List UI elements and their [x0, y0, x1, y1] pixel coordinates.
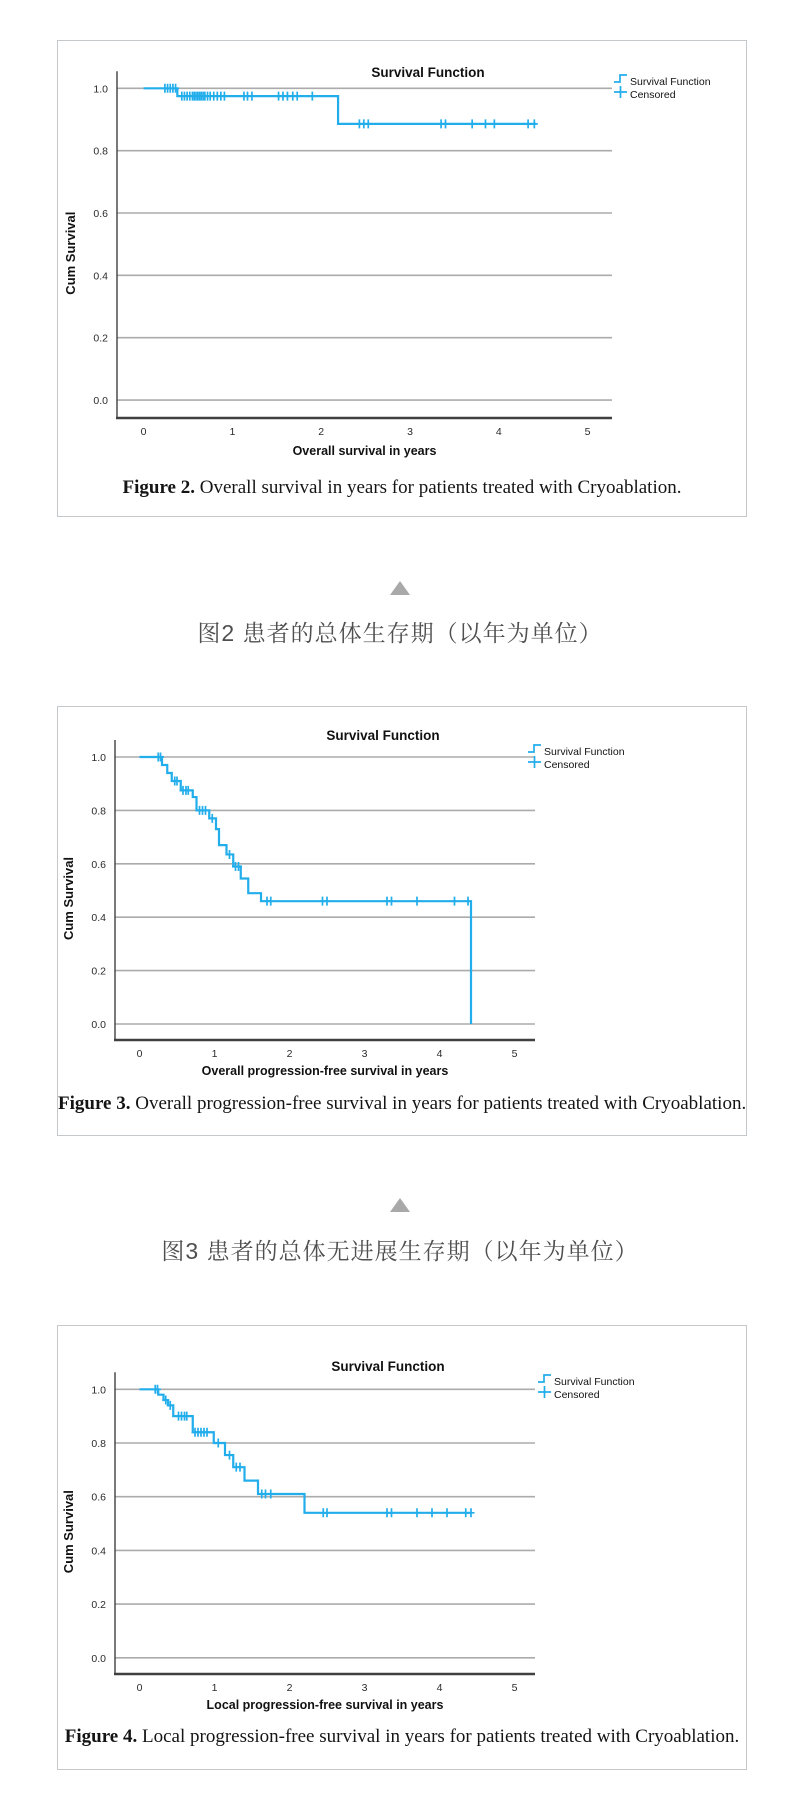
collapse-triangle-icon[interactable] [390, 581, 410, 595]
x-tick-label: 5 [511, 1048, 518, 1060]
censored-mark [237, 1463, 244, 1472]
x-tick-label: 5 [584, 426, 591, 438]
x-tick-label: 2 [318, 426, 325, 438]
x-axis-title: Local progression-free survival in years [206, 1698, 444, 1712]
censored-mark [294, 92, 301, 101]
censored-mark [442, 119, 449, 128]
x-tick-label: 5 [511, 1682, 518, 1694]
chart-title: Survival Function [326, 728, 440, 743]
y-tick-label: 0.8 [93, 145, 108, 158]
y-tick-label: 1.0 [93, 83, 108, 96]
legend-label: Censored [554, 1389, 600, 1401]
figure4-panel [57, 1325, 747, 1770]
censored-mark [388, 897, 395, 906]
chart-title: Survival Function [331, 1359, 445, 1374]
section-separator-2 [0, 1198, 800, 1266]
censored-mark [221, 92, 228, 101]
censored-mark [365, 119, 372, 128]
censored-marks [161, 84, 537, 129]
x-tick-label: 1 [211, 1682, 218, 1694]
censored-mark [531, 119, 538, 128]
y-axis-title: Cum Survival [61, 856, 76, 941]
chart-title: Survival Function [371, 65, 485, 80]
x-tick-label: 3 [407, 426, 413, 438]
legend-label: Survival Function [544, 746, 625, 758]
figure-caption-label: Figure 3. [58, 1093, 131, 1114]
figure4-caption [58, 1726, 746, 1748]
censored-mark [444, 1508, 451, 1517]
censored-mark [451, 897, 458, 906]
section-label: 图2 患者的总体生存期（以年为单位） [197, 620, 603, 646]
x-tick-label: 0 [136, 1682, 143, 1694]
x-tick-label: 3 [361, 1682, 368, 1694]
censored-mark [482, 119, 489, 128]
y-tick-label: 0.8 [91, 1438, 106, 1450]
plus-icon [538, 1386, 551, 1398]
x-tick-label: 2 [286, 1048, 293, 1060]
legend-label: Censored [630, 89, 676, 101]
legend [528, 745, 625, 771]
plus-icon [614, 86, 627, 98]
x-tick-label: 2 [286, 1682, 293, 1694]
censored-marks [155, 753, 472, 906]
censored-mark [324, 1508, 331, 1517]
y-tick-label: 0.0 [93, 395, 108, 408]
step-line-icon [528, 745, 541, 752]
survival-curve [140, 1389, 472, 1513]
y-tick-label: 0.2 [93, 332, 108, 345]
legend [538, 1375, 635, 1401]
x-tick-label: 1 [211, 1048, 218, 1060]
y-tick-label: 0.6 [91, 858, 106, 871]
figure-caption-text: Overall progression-free survival in years for patients treated with Cryoablation. [135, 1093, 747, 1114]
figure-caption-label: Figure 4. [64, 1726, 138, 1747]
censored-mark [248, 92, 255, 101]
censored-mark [468, 1508, 475, 1517]
y-tick-label: 0.6 [91, 1491, 106, 1504]
figure3-panel [57, 706, 747, 1136]
legend-label: Censored [544, 759, 590, 771]
censored-mark [267, 897, 274, 906]
censored-mark [226, 1451, 233, 1460]
y-tick-label: 0.0 [91, 1019, 106, 1031]
x-tick-label: 4 [495, 426, 502, 438]
x-tick-label: 3 [361, 1048, 368, 1060]
step-line-icon [538, 1375, 551, 1382]
survival-curve [140, 757, 472, 1024]
x-axis-title: Overall progression-free survival in years [201, 1064, 449, 1078]
km-chart-overall-progression-free-survival [58, 707, 746, 1092]
y-tick-label: 1.0 [91, 752, 106, 764]
x-tick-label: 0 [136, 1048, 143, 1060]
y-tick-label: 0.0 [91, 1652, 106, 1665]
gridlines [115, 1389, 535, 1658]
x-tick-label: 0 [140, 426, 147, 438]
y-tick-label: 0.8 [91, 805, 106, 818]
censored-mark [388, 1508, 395, 1517]
y-tick-label: 0.4 [91, 1545, 106, 1558]
x-axis-title: Overall survival in years [292, 444, 437, 458]
censored-mark [414, 1508, 421, 1517]
censored-mark [309, 92, 316, 101]
km-chart-local-progression-free-survival [58, 1326, 746, 1726]
censored-mark [429, 1508, 436, 1517]
km-chart-overall-survival [58, 41, 746, 482]
y-tick-label: 0.2 [91, 965, 106, 978]
figure3-caption [58, 1093, 746, 1115]
censored-mark [525, 119, 532, 128]
figure-caption-label: Figure 2. [122, 477, 195, 498]
figure2-panel [57, 40, 747, 517]
censored-mark [491, 119, 498, 128]
y-tick-label: 1.0 [91, 1384, 106, 1397]
figure2-caption [58, 477, 746, 499]
collapse-triangle-icon[interactable] [390, 1198, 410, 1212]
gridlines [117, 88, 612, 400]
figure-caption-text: Local progression-free survival in years for patients treated with Cryoablation. [141, 1726, 740, 1747]
censored-mark [414, 897, 421, 906]
section-separator-1 [0, 581, 800, 648]
y-tick-label: 0.6 [93, 208, 108, 220]
y-axis-title: Cum Survival [63, 211, 78, 295]
step-line-icon [614, 75, 627, 82]
legend-label: Survival Function [554, 1376, 635, 1388]
y-tick-label: 0.4 [93, 270, 108, 283]
censored-mark [469, 119, 476, 128]
x-tick-label: 1 [229, 426, 236, 438]
x-tick-label: 4 [436, 1048, 443, 1060]
legend [614, 75, 711, 101]
censored-mark [324, 897, 331, 906]
x-tick-label: 4 [436, 1682, 443, 1694]
y-tick-label: 0.4 [91, 912, 106, 925]
y-axis-title: Cum Survival [61, 1490, 76, 1574]
censored-mark [215, 1439, 222, 1448]
legend-label: Survival Function [630, 76, 711, 88]
section-label: 图3 患者的总体无进展生存期（以年为单位） [161, 1238, 639, 1264]
y-tick-label: 0.2 [91, 1599, 106, 1612]
figure-caption-text: Overall survival in years for patients treated with Cryoablation. [199, 477, 682, 498]
